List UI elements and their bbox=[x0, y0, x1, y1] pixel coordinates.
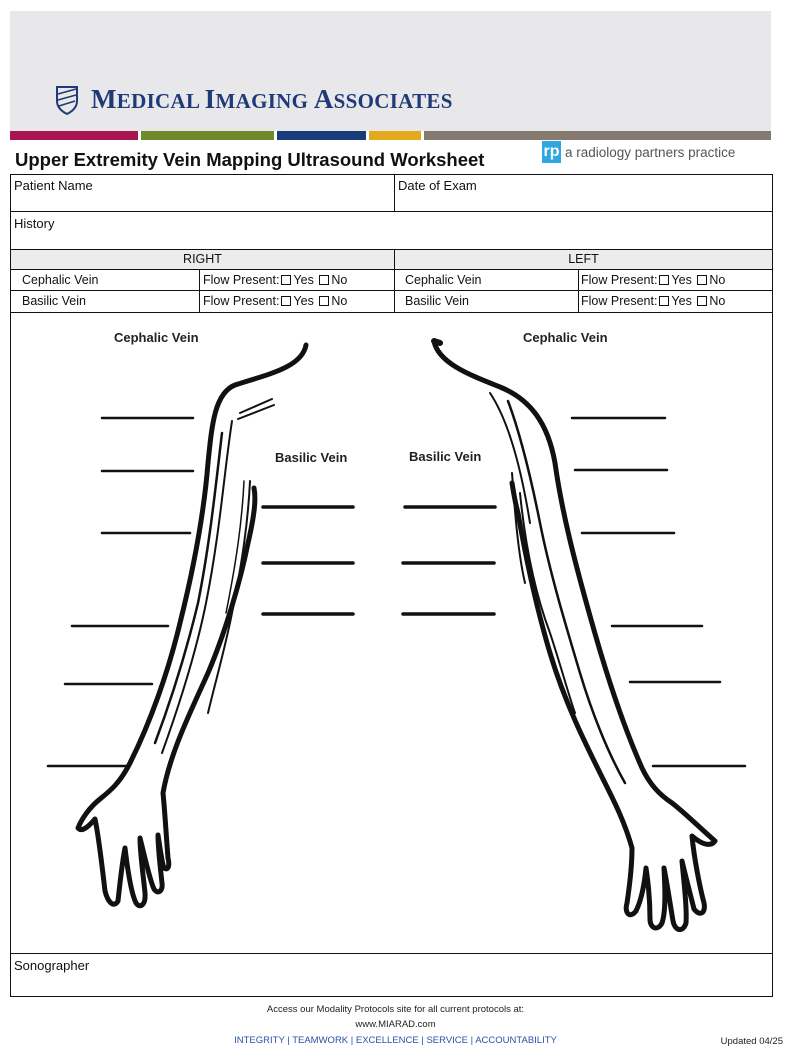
bar-navy bbox=[277, 131, 366, 140]
left-cephalic-no-checkbox[interactable] bbox=[697, 275, 707, 285]
footer-website-link[interactable]: www.MIARAD.com bbox=[355, 1019, 436, 1030]
right-basilic-row-label: Basilic Vein bbox=[22, 294, 86, 308]
right-basilic-flow bbox=[203, 294, 347, 308]
divider bbox=[394, 174, 395, 211]
divider bbox=[10, 290, 773, 291]
right-cephalic-label: Cephalic Vein bbox=[114, 330, 199, 345]
left-cephalic-row-label: Cephalic Vein bbox=[405, 273, 482, 287]
left-basilic-flow bbox=[581, 294, 725, 308]
bar-green bbox=[141, 131, 274, 140]
bar-gold bbox=[369, 131, 421, 140]
left-arm-outline bbox=[434, 341, 715, 930]
brand-logo bbox=[55, 84, 453, 115]
right-basilic-label: Basilic Vein bbox=[275, 450, 348, 465]
rp-badge-icon: rp bbox=[542, 141, 561, 163]
right-basilic-yes-checkbox[interactable] bbox=[281, 296, 291, 306]
footer-protocols-note: Access our Modality Protocols site for all current protocols at: bbox=[266, 1004, 525, 1015]
left-cephalic-flow bbox=[581, 273, 725, 287]
brand-color-bars bbox=[10, 131, 771, 140]
left-cephalic-yes-checkbox[interactable] bbox=[659, 275, 669, 285]
right-cephalic-yes-checkbox[interactable] bbox=[281, 275, 291, 285]
yes-label: Yes bbox=[293, 273, 314, 287]
sonographer-field[interactable]: Sonographer bbox=[14, 958, 90, 973]
divider bbox=[394, 249, 395, 313]
no-label: No bbox=[331, 273, 348, 287]
no-label: No bbox=[709, 294, 726, 308]
no-label: No bbox=[331, 294, 348, 308]
yes-label: Yes bbox=[293, 294, 314, 308]
patient-name-field[interactable]: Patient Name bbox=[14, 178, 93, 193]
no-label: No bbox=[709, 273, 726, 287]
divider bbox=[199, 269, 200, 313]
right-header: RIGHT bbox=[11, 250, 394, 269]
yes-label: Yes bbox=[671, 294, 692, 308]
right-cephalic-row-label: Cephalic Vein bbox=[22, 273, 99, 287]
partner-text: a radiology partners practice bbox=[565, 144, 736, 160]
left-basilic-label: Basilic Vein bbox=[409, 449, 482, 464]
left-header: LEFT bbox=[395, 250, 772, 269]
form-table bbox=[10, 174, 773, 313]
divider bbox=[578, 269, 579, 313]
left-basilic-row-label: Basilic Vein bbox=[405, 294, 469, 308]
brand-name: MEDICAL IMAGING ASSOCIATES bbox=[91, 84, 453, 114]
flow-label: Flow Present: bbox=[203, 273, 280, 287]
date-of-exam-field[interactable]: Date of Exam bbox=[398, 178, 477, 193]
flow-label: Flow Present: bbox=[581, 273, 658, 287]
right-basilic-no-checkbox[interactable] bbox=[319, 296, 329, 306]
flow-label: Flow Present: bbox=[581, 294, 658, 308]
shield-icon bbox=[55, 85, 79, 115]
history-field[interactable]: History bbox=[14, 216, 55, 231]
updated-date: Updated 04/25 bbox=[720, 1036, 783, 1047]
footer-values: INTEGRITY | TEAMWORK | EXCELLENCE | SERVICE | ACCOUNTABILITY bbox=[234, 1035, 557, 1046]
partner-logo bbox=[542, 141, 735, 163]
divider bbox=[10, 269, 773, 270]
right-cephalic-no-checkbox[interactable] bbox=[319, 275, 329, 285]
divider bbox=[10, 211, 773, 212]
left-basilic-yes-checkbox[interactable] bbox=[659, 296, 669, 306]
form-title: Upper Extremity Vein Mapping Ultrasound Worksheet bbox=[15, 149, 485, 170]
bar-maroon bbox=[10, 131, 138, 140]
bar-taupe bbox=[424, 131, 771, 140]
right-cephalic-flow bbox=[203, 273, 347, 287]
flow-label: Flow Present: bbox=[203, 294, 280, 308]
yes-label: Yes bbox=[671, 273, 692, 287]
left-basilic-no-checkbox[interactable] bbox=[697, 296, 707, 306]
arm-diagram bbox=[10, 313, 771, 953]
left-cephalic-label: Cephalic Vein bbox=[523, 330, 608, 345]
divider bbox=[10, 953, 773, 954]
